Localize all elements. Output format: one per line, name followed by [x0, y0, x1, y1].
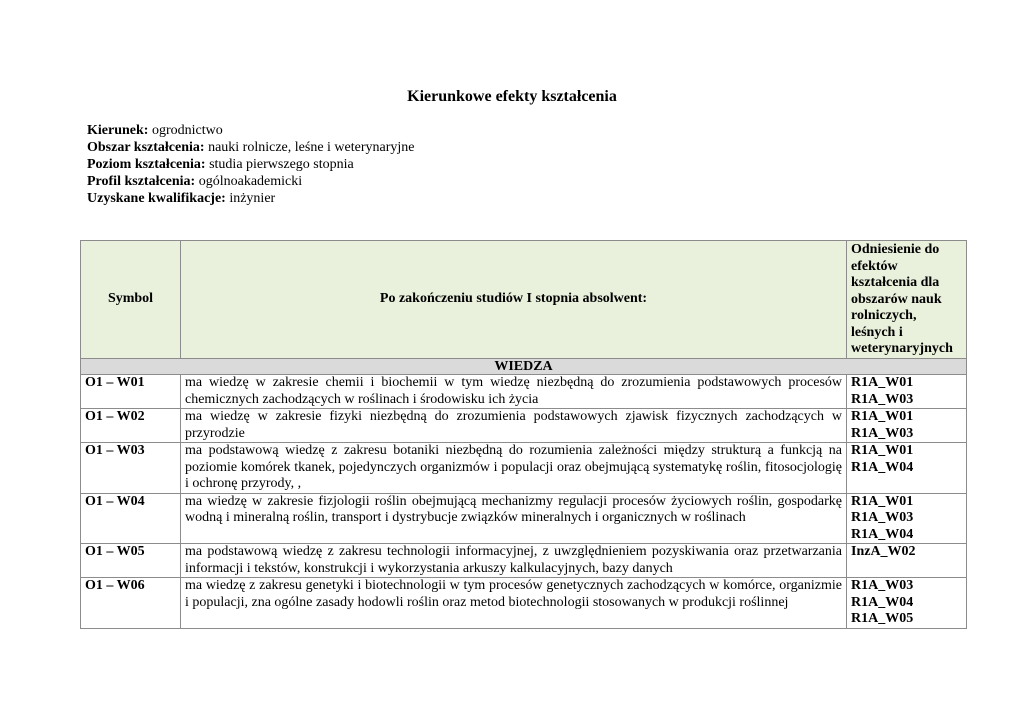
row-references	[847, 544, 967, 578]
meta-value: ogrodnictwo	[148, 123, 223, 138]
table-row	[81, 493, 967, 544]
reference-code: R1A_W01	[851, 409, 914, 424]
reference-code: R1A_W04	[851, 594, 914, 610]
reference-code: R1A_W01	[851, 375, 914, 390]
meta-line-kwalifikacje	[87, 190, 415, 207]
row-symbol: O1 – W04	[81, 493, 181, 544]
reference-code: R1A_W04	[851, 526, 914, 542]
meta-value: ogólnoakademicki	[195, 174, 303, 189]
header-symbol: Symbol	[81, 241, 181, 359]
row-references	[847, 409, 967, 443]
meta-key: Profil kształcenia:	[87, 174, 196, 189]
row-references	[847, 578, 967, 629]
row-description: ma podstawową wiedzę z zakresu botaniki niezbędną do rozumienia zależności między strukturą a funkcją na poziomie komórek tkanek, pojedynczych organizmów i populacji oraz obejmującą systematykę roślin, fitosocjologię i ochronę przyrody, ,	[181, 443, 847, 494]
reference-code: R1A_W01	[851, 493, 914, 509]
row-references	[847, 443, 967, 494]
meta-key: Poziom kształcenia:	[87, 157, 206, 172]
row-symbol: O1 – W05	[81, 544, 181, 578]
row-symbol: O1 – W03	[81, 443, 181, 494]
meta-line-profil	[87, 173, 415, 190]
meta-key: Kierunek:	[87, 123, 149, 138]
row-description: ma wiedzę w zakresie fizjologii roślin obejmującą mechanizmy regulacji procesów życiowych roślin, gospodarkę wodną i mineralną roślin, transport i dystrybucje związków mineralnych i organicznych w roślinach	[181, 493, 847, 544]
row-references	[847, 493, 967, 544]
reference-code: R1A_W03	[851, 510, 914, 525]
program-info	[87, 122, 415, 207]
row-references	[847, 375, 967, 409]
section-row	[81, 359, 967, 375]
reference-code: R1A_W04	[851, 459, 914, 475]
reference-code: R1A_W05	[851, 611, 914, 626]
reference-code: R1A_W01	[851, 443, 914, 458]
row-description: ma podstawową wiedzę z zakresu technologii informacyjnej, z uwzględnieniem pozyskiwania oraz przetwarzania informacji i tekstów, konstrukcji i wykorzystania arkuszy kalkulacyjnych, bazy danych	[181, 544, 847, 578]
meta-value: nauki rolnicze, leśne i weterynaryjne	[204, 140, 415, 155]
meta-key: Obszar kształcenia:	[87, 140, 205, 155]
row-symbol: O1 – W01	[81, 375, 181, 409]
reference-code: R1A_W03	[851, 425, 914, 441]
row-description: ma wiedzę z zakresu genetyki i biotechnologii w tym procesów genetycznych zachodzących w komórce, organizmie i populacji, zna ogólne zasady hodowli roślin oraz metod biotechnologii stosowanych w produkcji roślinnej	[181, 578, 847, 629]
row-description: ma wiedzę w zakresie fizyki niezbędną do zrozumienia podstawowych zjawisk fizycznych zachodzących w przyrodzie	[181, 409, 847, 443]
meta-value: studia pierwszego stopnia	[205, 157, 354, 172]
row-description: ma wiedzę w zakresie chemii i biochemii w tym wiedzę niezbędną do zrozumienia podstawowych procesów chemicznych zachodzących w roślinach i środowisku ich życia	[181, 375, 847, 409]
table-row	[81, 544, 967, 578]
learning-outcomes-table	[80, 240, 967, 629]
table-row	[81, 578, 967, 629]
meta-line-poziom	[87, 156, 415, 173]
section-title: WIEDZA	[81, 359, 967, 375]
header-description: Po zakończeniu studiów I stopnia absolwent:	[181, 241, 847, 359]
reference-code: R1A_W03	[851, 391, 914, 407]
row-symbol: O1 – W02	[81, 409, 181, 443]
table-row	[81, 375, 967, 409]
meta-line-kierunek	[87, 122, 415, 139]
table-row	[81, 443, 967, 494]
meta-value: inżynier	[225, 191, 276, 206]
reference-code: R1A_W03	[851, 578, 914, 593]
table-header-row	[81, 241, 967, 359]
document-title: Kierunkowe efekty kształcenia	[407, 88, 617, 105]
row-symbol: O1 – W06	[81, 578, 181, 629]
meta-line-obszar	[87, 139, 415, 156]
header-reference: Odniesienie do efektów kształcenia dla obszarów nauk rolniczych, leśnych i weterynaryjnych	[847, 241, 967, 359]
reference-code: InzA_W02	[851, 544, 916, 559]
meta-key: Uzyskane kwalifikacje:	[87, 191, 226, 206]
table-row	[81, 409, 967, 443]
